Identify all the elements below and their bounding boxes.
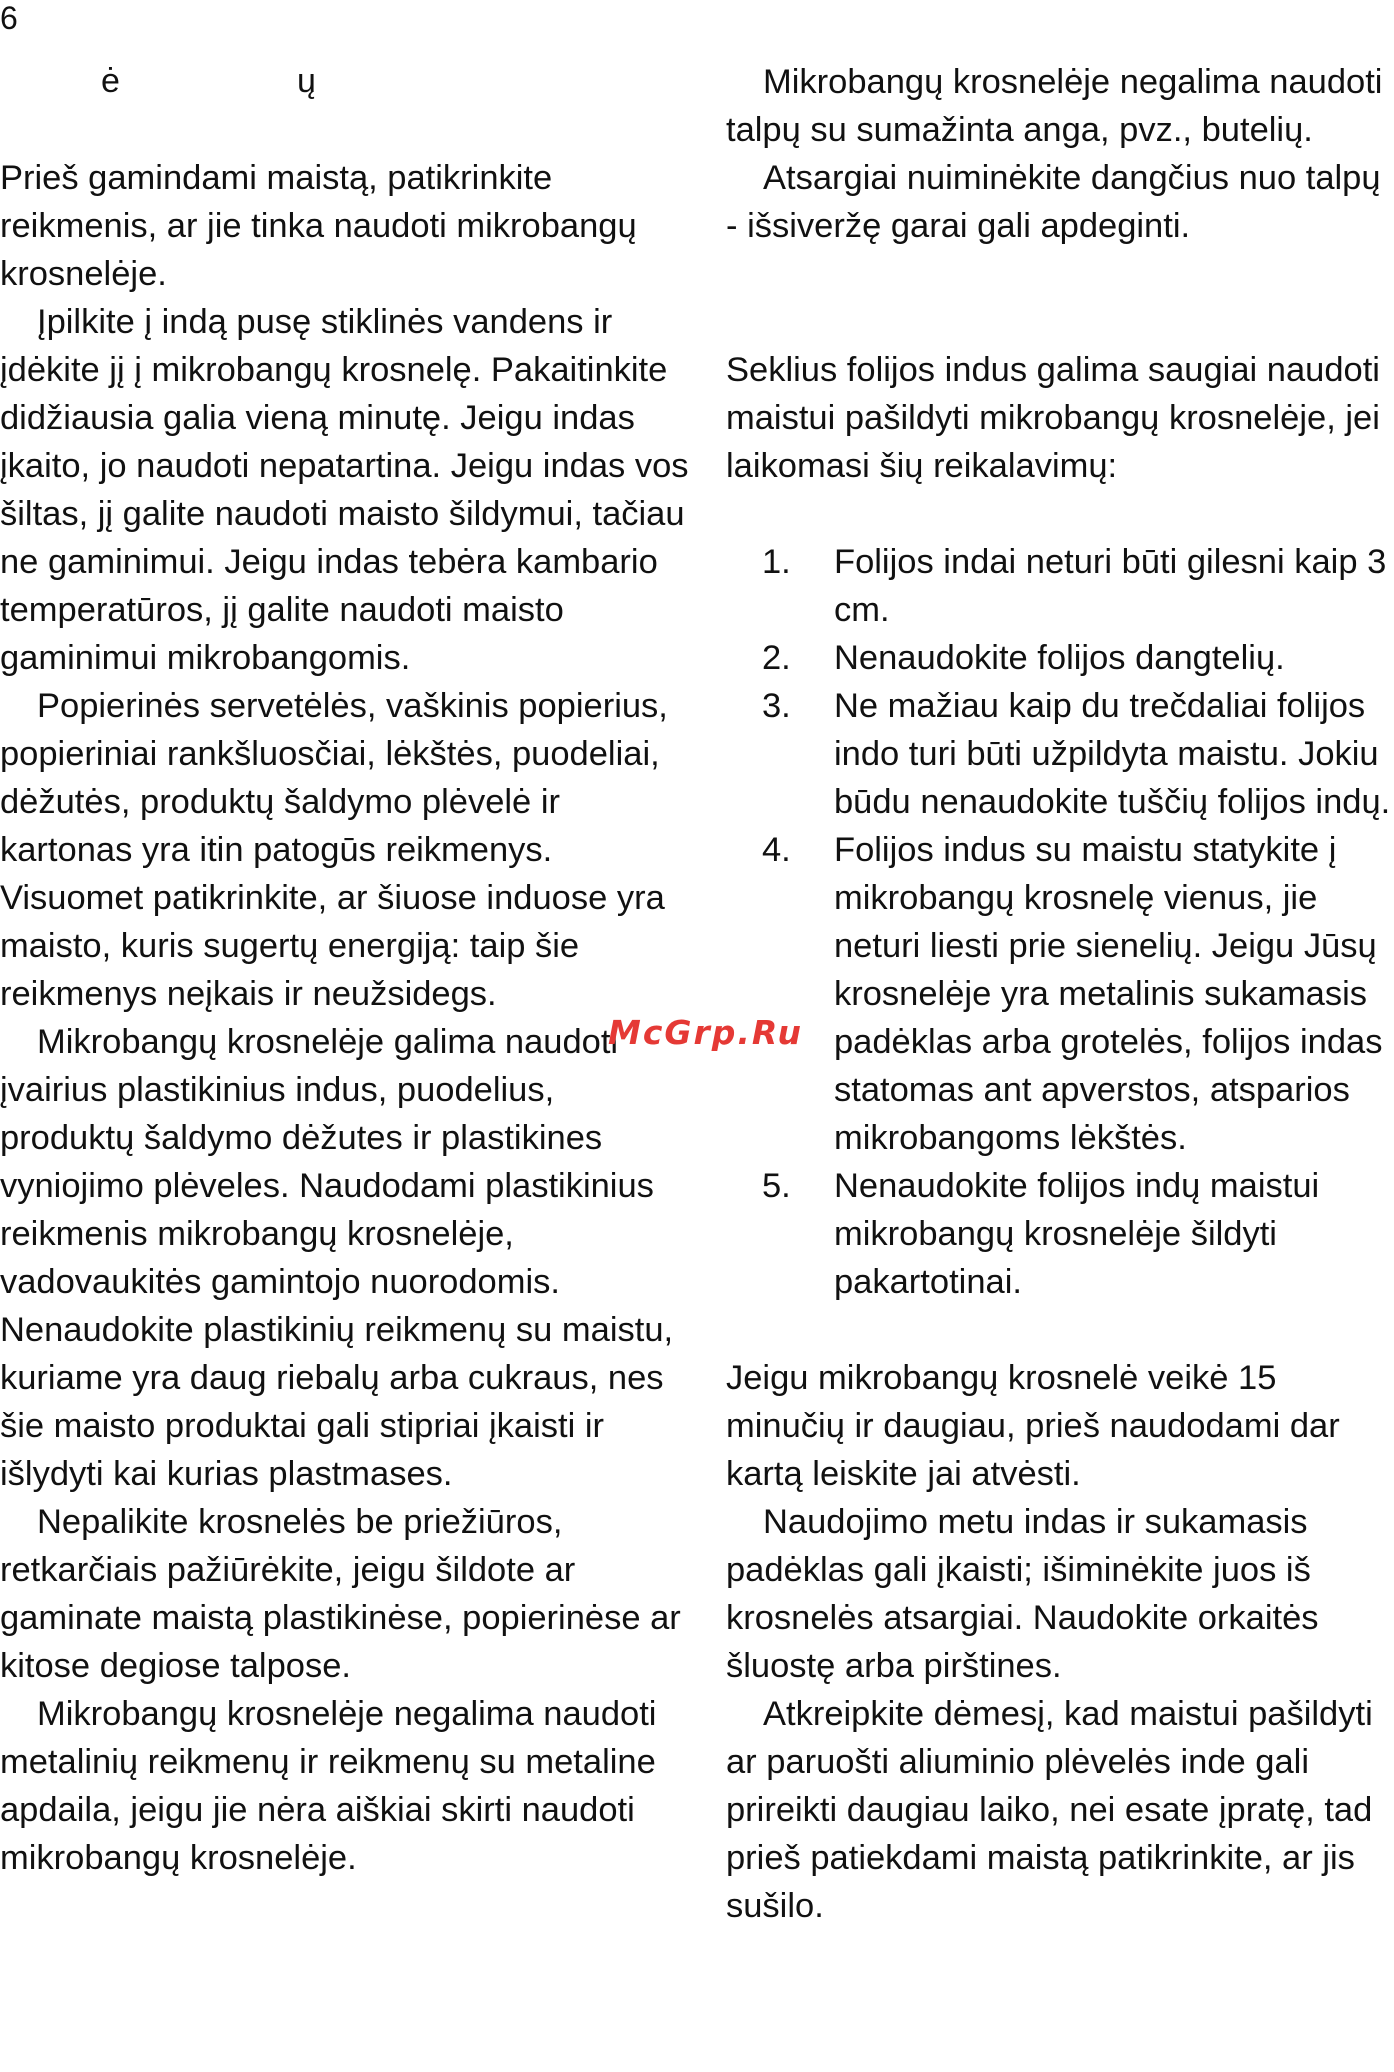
paragraph: Atkreipkite dėmesį, kad maistui pašildyti ar paruošti aliuminio plėvelės inde gali prireikti daugiau laiko, nei esate įpratę, tad prieš patiekdami maistą patikrinkite, ar jis sušilo. bbox=[726, 1695, 1373, 1925]
right-column bbox=[726, 58, 1394, 1930]
list-item bbox=[726, 538, 1394, 634]
list-item bbox=[726, 826, 1394, 1162]
list-item-text: Nenaudokite folijos dangtelių. bbox=[834, 639, 1285, 677]
paragraph: Jeigu mikrobangų krosnelė veikė 15 minučių ir daugiau, prieš naudodami dar kartą leiskite jai atvėsti. bbox=[726, 1359, 1340, 1493]
paragraph: Nepalikite krosnelės be priežiūros, retkarčiais pažiūrėkite, jeigu šildote ar gaminate maistą plastikinėse, popierinėse ar kitose degiose talpose. bbox=[0, 1503, 681, 1685]
list-item-number: 5. bbox=[762, 1167, 791, 1205]
watermark: McGrp.Ru bbox=[608, 1013, 804, 1052]
left-column bbox=[0, 154, 690, 1882]
paragraph: Popierinės servetėlės, vaškinis popierius, popieriniai rankšluosčiai, lėkštės, puodeliai, dėžutės, produktų šaldymo plėvelė ir kartonas yra itin patogūs reikmenys. Visuomet patikrinkite, ar šiuose induose yra maisto, kuris sugertų energiją: taip šie reikmenys neįkais ir neužsidegs. bbox=[0, 687, 668, 1013]
list-item-text: Ne mažiau kaip du trečdaliai folijos indo turi būti užpildyta maistu. Jokiu būdu nenaudokite tuščių folijos indų. bbox=[834, 687, 1391, 821]
foil-rules-list bbox=[726, 538, 1394, 1306]
list-item-number: 4. bbox=[762, 831, 791, 869]
page-number: 6 bbox=[0, 0, 18, 36]
paragraph: Atsargiai nuiminėkite dangčius nuo talpų - išsiveržę garai gali apdeginti. bbox=[726, 159, 1381, 245]
heading-fragment: ų bbox=[297, 62, 316, 100]
list-item-number: 1. bbox=[762, 543, 791, 581]
paragraph: Naudojimo metu indas ir sukamasis padėklas gali įkaisti; išiminėkite juos iš krosnelės atsargiai. Naudokite orkaitės šluostę arba pirštines. bbox=[726, 1503, 1319, 1685]
paragraph: Mikrobangų krosnelėje galima naudoti įvairius plastikinius indus, puodelius, produktų šaldymo dėžutes ir plastikines vyniojimo plėveles. Naudodami plastikinius reikmenis mikrobangų krosnelėje, vadovaukitės gamintojo nuorodomis. Nenaudokite plastikinių reikmenų su maistu, kuriame yra daug riebalų arba cukraus, nes šie maisto produktai gali stipriai įkaisti ir išlydyti kai kurias plastmases. bbox=[0, 1023, 674, 1493]
paragraph: Įpilkite į indą pusę stiklinės vandens ir įdėkite jį į mikrobangų krosnelę. Pakaitinkite didžiausia galia vieną minutę. Jeigu indas įkaito, jo naudoti nepatartina. Jeigu indas vos šiltas, jį galite naudoti maisto šildymui, tačiau ne gaminimui. Jeigu indas tebėra kambario temperatūros, jį galite naudoti maisto gaminimui mikrobangomis. bbox=[0, 303, 689, 677]
paragraph: Mikrobangų krosnelėje negalima naudoti metalinių reikmenų ir reikmenų su metaline apdaila, jeigu jie nėra aiškiai skirti naudoti mikrobangų krosnelėje. bbox=[0, 1695, 657, 1877]
section-heading bbox=[0, 62, 700, 110]
list-item-text: Folijos indus su maistu statykite į mikrobangų krosnelę vienus, jie neturi liesti prie sienelių. Jeigu Jūsų krosnelėje yra metalinis sukamasis padėklas arba grotelės, folijos indas statomas ant apverstos, atsparios mikrobangoms lėkštės. bbox=[834, 831, 1383, 1157]
paragraph: Mikrobangų krosnelėje negalima naudoti talpų su sumažinta anga, pvz., butelių. bbox=[726, 63, 1383, 149]
list-item-text: Folijos indai neturi būti gilesni kaip 3 cm. bbox=[834, 543, 1387, 629]
list-item-number: 3. bbox=[762, 687, 791, 725]
list-item bbox=[726, 1162, 1394, 1306]
list-item bbox=[726, 682, 1394, 826]
list-item-number: 2. bbox=[762, 639, 791, 677]
list-item-text: Nenaudokite folijos indų maistui mikrobangų krosnelėje šildyti pakartotinai. bbox=[834, 1167, 1320, 1301]
foil-intro-paragraph: Seklius folijos indus galima saugiai naudoti maistui pašildyti mikrobangų krosnelėje, jei laikomasi šių reikalavimų: bbox=[726, 351, 1380, 485]
heading-fragment: ė bbox=[101, 62, 120, 100]
paragraph: Prieš gamindami maistą, patikrinkite reikmenis, ar jie tinka naudoti mikrobangų krosnelėje. bbox=[0, 159, 637, 293]
list-item bbox=[726, 634, 1394, 682]
